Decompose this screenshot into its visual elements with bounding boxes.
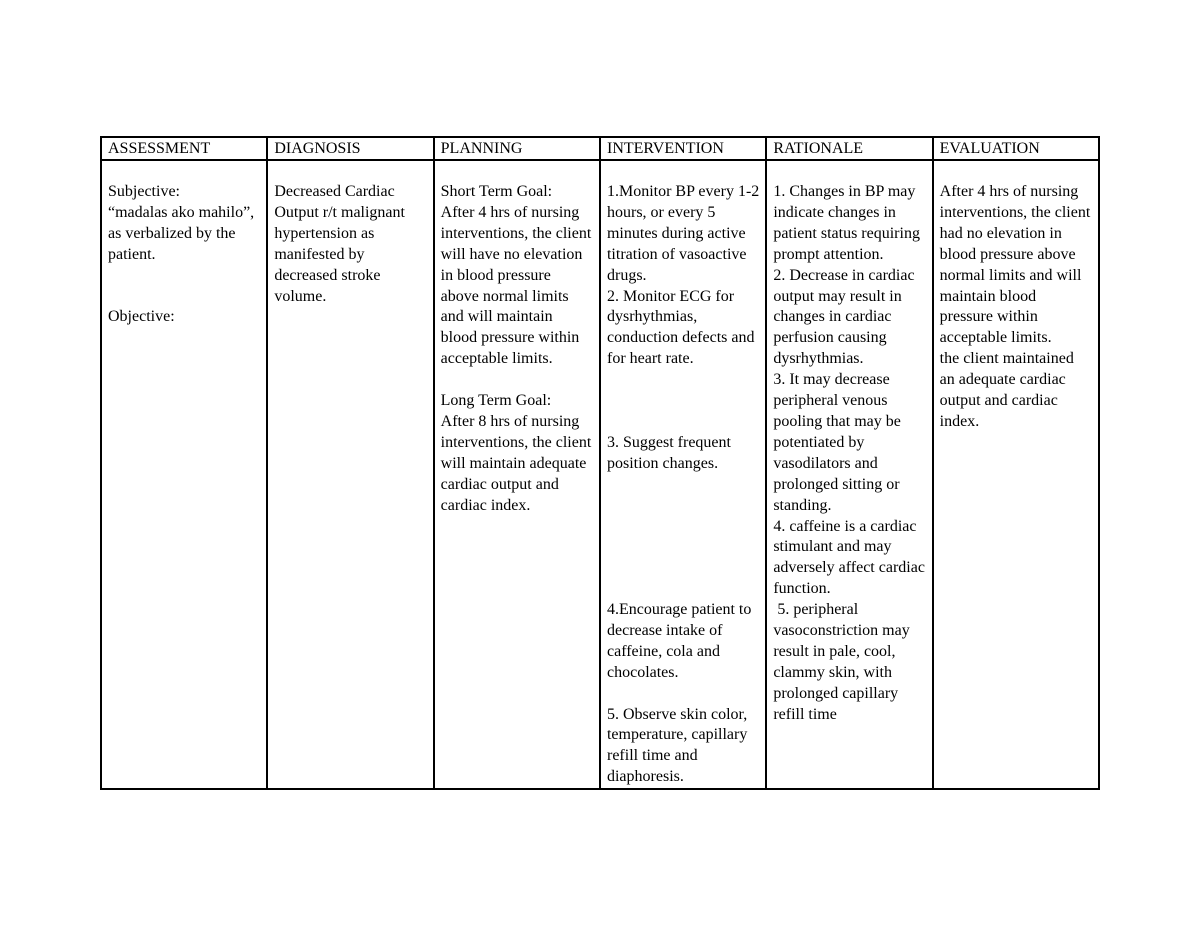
diagnosis-cell xyxy=(267,160,433,789)
header-planning: PLANNING xyxy=(434,137,600,160)
header-rationale: RATIONALE xyxy=(766,137,932,160)
intervention-1: 1.Monitor BP every 1-2 hours, or every 5 minutes during active titration of vasoactive drugs. xyxy=(606,183,764,284)
intervention-2: 2. Monitor ECG for dysrhythmias, conduction defects and for heart rate. xyxy=(606,287,759,368)
header-diagnosis: DIAGNOSIS xyxy=(267,137,433,160)
table-header xyxy=(101,137,1099,160)
objective-text: Objective: xyxy=(108,308,175,326)
spacer xyxy=(108,287,260,308)
intervention-cell xyxy=(600,160,766,789)
assessment-cell xyxy=(101,160,267,789)
spacer xyxy=(441,370,593,391)
table-body xyxy=(101,160,1099,789)
spacer xyxy=(607,537,759,600)
spacer xyxy=(607,475,759,538)
rationale-2: 2. Decrease in cardiac output may result in changes in cardiac perfusion causing dysrhythmias. xyxy=(773,266,919,368)
diagnosis-text: Decreased Cardiac Output r/t malignant hypertension as manifested by decreased stroke volume. xyxy=(274,183,409,305)
header-row xyxy=(101,137,1099,160)
rationale-cell xyxy=(766,160,932,789)
intervention-3: 3. Suggest frequent position changes. xyxy=(606,433,735,472)
table-row xyxy=(101,160,1099,789)
evaluation-text: After 4 hrs of nursing interventions, the client had no elevation in blood pressure above normal limits and will maintain blood pressure within acceptable limits. the client maintained an adequate cardiac output and cardiac index. xyxy=(939,183,1091,430)
rationale-3: 3. It may decrease peripheral venous pooling that may be potentiated by vasodilators and prolonged sitting or standing. xyxy=(773,371,905,514)
planning-cell xyxy=(434,160,600,789)
nursing-care-plan-table xyxy=(100,136,1100,790)
header-intervention: INTERVENTION xyxy=(600,137,766,160)
rationale-5: 5. peripheral vasoconstriction may result in pale, cool, clammy skin, with prolonged capillary refill time xyxy=(773,601,914,723)
subjective-text: Subjective: “madalas ako mahilo”, as verbalized by the patient. xyxy=(108,183,255,263)
spacer xyxy=(108,266,260,287)
intervention-4: 4.Encourage patient to decrease intake of caffeine, cola and chocolates. xyxy=(606,601,756,681)
header-evaluation: EVALUATION xyxy=(933,137,1099,160)
spacer xyxy=(607,370,759,433)
rationale-1: 1. Changes in BP may indicate changes in patient status requiring prompt attention. xyxy=(773,183,924,263)
spacer xyxy=(607,684,759,705)
short-term-goal-text: Short Term Goal: After 4 hrs of nursing interventions, the client will have no elevation in blood pressure above normal limits and will maintain blood pressure within acceptable limits. xyxy=(440,183,592,368)
header-assessment: ASSESSMENT xyxy=(101,137,267,160)
long-term-goal-text: Long Term Goal: After 8 hrs of nursing interventions, the client will maintain adequate cardiac output and cardiac index. xyxy=(440,392,592,514)
evaluation-cell xyxy=(933,160,1099,789)
intervention-5: 5. Observe skin color, temperature, capillary refill time and diaphoresis. xyxy=(606,705,752,786)
rationale-4: 4. caffeine is a cardiac stimulant and may adversely affect cardiac function. xyxy=(773,517,929,598)
